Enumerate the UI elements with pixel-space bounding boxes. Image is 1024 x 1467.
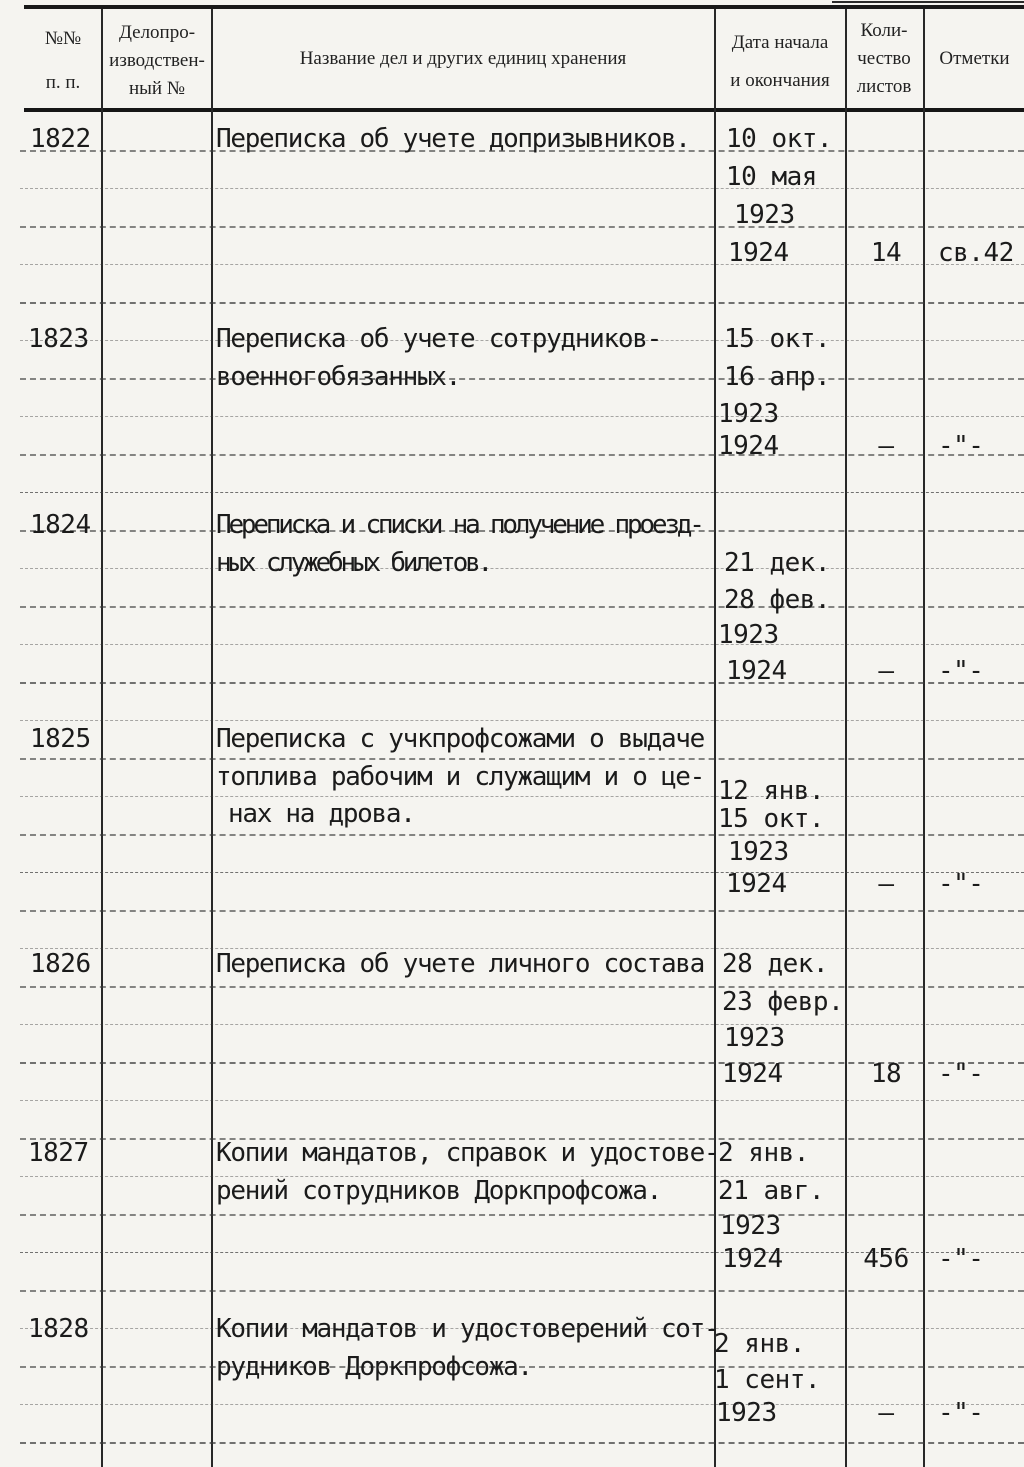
- date-line: 1924: [722, 1059, 783, 1089]
- title-line: Копии мандатов, справок и удостове-: [216, 1138, 719, 1168]
- date-line: 2 янв.: [714, 1329, 805, 1359]
- marks-value: -"-: [938, 431, 984, 461]
- title-line: нах на дрова.: [228, 799, 415, 829]
- date-line: 21 авг.: [718, 1176, 825, 1206]
- date-line: 28 фев.: [724, 585, 831, 615]
- header-proc-col-line3: ный №: [129, 78, 185, 99]
- date-line: 28 дек.: [722, 949, 829, 979]
- date-line: 12 янв.: [718, 776, 825, 806]
- date-line: 16 апр.: [724, 362, 831, 392]
- date-line: 1923: [734, 200, 795, 230]
- date-line: 1923: [728, 837, 789, 867]
- date-line: 1923: [716, 1398, 777, 1428]
- title-line: Переписка об учете личного состава: [216, 949, 705, 979]
- marks-value: св.42: [938, 238, 1014, 268]
- title-line: Переписка об учете допризывников.: [216, 124, 690, 154]
- row-number: 1823: [28, 324, 89, 354]
- row-number: 1825: [30, 724, 91, 754]
- title-line: рений сотрудников Доркпрофсожа.: [216, 1176, 661, 1206]
- row-number: 1827: [28, 1138, 89, 1168]
- header-date-col-line2: и окончания: [730, 70, 830, 91]
- date-line: 1924: [718, 431, 779, 461]
- date-line: 21 дек.: [724, 548, 831, 578]
- date-line: 1924: [728, 238, 789, 268]
- date-line: 2 янв.: [718, 1138, 809, 1168]
- date-line: 1923: [718, 399, 779, 429]
- title-line: ных служебных билетов.: [216, 548, 490, 578]
- marks-value: -"-: [938, 869, 984, 899]
- date-line: 23 февр.: [722, 987, 844, 1017]
- marks-value: -"-: [938, 1398, 984, 1428]
- header-count-col-line3: листов: [856, 76, 912, 97]
- sheet-count: –: [878, 869, 894, 899]
- sheet-count: 18: [870, 1059, 902, 1089]
- date-line: 1923: [720, 1211, 781, 1241]
- title-line: Переписка и списки на получение проезд-: [216, 510, 702, 540]
- title-line: Переписка об учете сотрудников-: [216, 324, 661, 354]
- header-marks-col: Отметки: [939, 48, 1010, 69]
- date-line: 1924: [722, 1244, 783, 1274]
- marks-value: -"-: [938, 656, 984, 686]
- date-line: 10 мая: [726, 162, 817, 192]
- title-line: Переписка с учкпрофсожами о выдаче: [216, 724, 705, 754]
- header-number-col-line2: п. п.: [45, 72, 81, 93]
- sheet-count: 456: [863, 1244, 909, 1274]
- date-line: 15 окт.: [718, 804, 825, 834]
- title-line: Копии мандатов и удостоверений сот-: [216, 1314, 719, 1344]
- title-line: военногобязанных.: [216, 362, 461, 392]
- date-line: 1 сент.: [714, 1365, 821, 1395]
- sheet-count: –: [878, 1398, 894, 1428]
- date-line: 1923: [724, 1023, 785, 1053]
- header-count-col-line1: Коли-: [860, 20, 908, 41]
- date-line: 1923: [718, 620, 779, 650]
- marks-value: -"-: [938, 1244, 984, 1274]
- sheet-count: 14: [870, 238, 902, 268]
- date-line: 15 окт.: [724, 324, 831, 354]
- date-line: 1924: [726, 869, 787, 899]
- sheet-count: –: [878, 656, 894, 686]
- header-proc-col-line1: Делопро-: [118, 22, 196, 43]
- header-title-col: Название дел и других единиц хранения: [299, 48, 627, 69]
- row-number: 1822: [30, 124, 91, 154]
- marks-value: -"-: [938, 1059, 984, 1089]
- sheet-count: –: [878, 431, 894, 461]
- date-line: 10 окт.: [726, 124, 833, 154]
- header-count-col-line2: чество: [857, 48, 911, 69]
- header-date-col-line1: Дата начала: [731, 32, 829, 53]
- row-number: 1828: [28, 1314, 89, 1344]
- row-number: 1824: [30, 510, 91, 540]
- header-number-col-line1: №№: [44, 28, 82, 49]
- title-line: топлива рабочим и служащим и о це-: [216, 762, 705, 792]
- row-number: 1826: [30, 949, 91, 979]
- header-proc-col-line2: изводствен-: [109, 50, 205, 71]
- title-line: рудников Доркпрофсожа.: [216, 1352, 532, 1382]
- date-line: 1924: [726, 656, 787, 686]
